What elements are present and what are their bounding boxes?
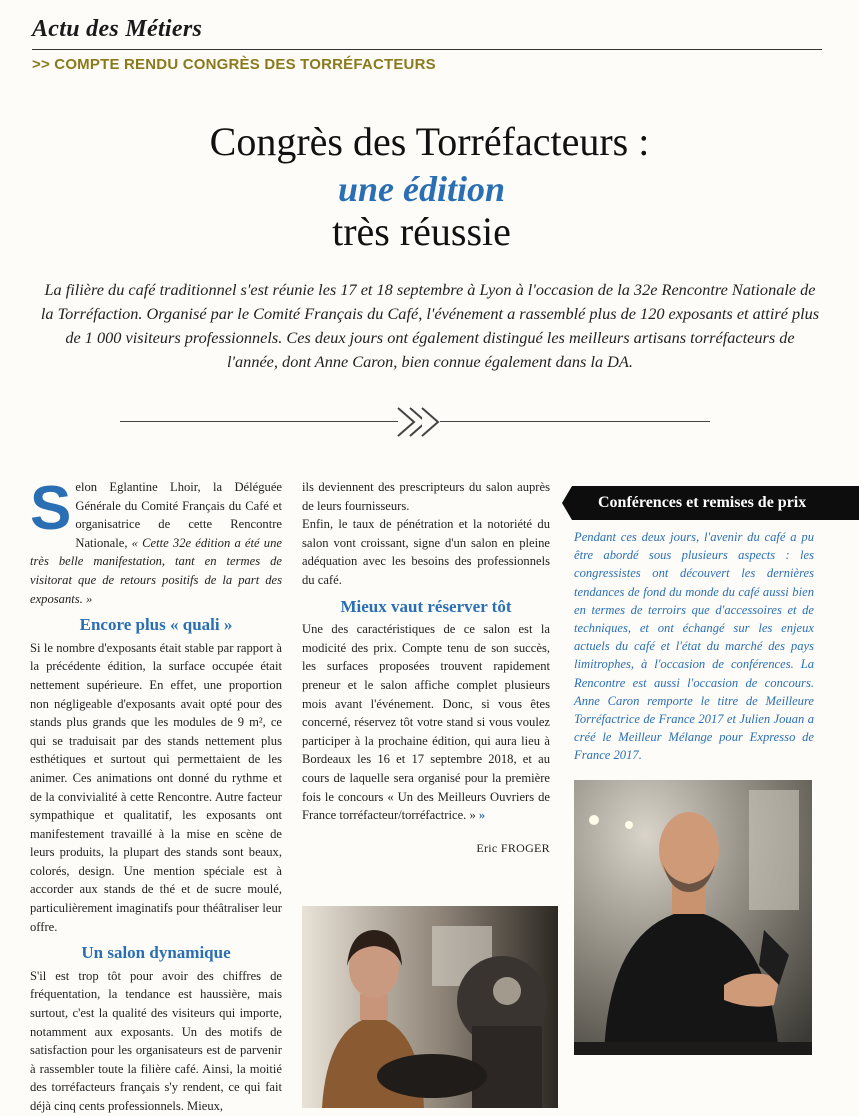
- drop-cap: S: [30, 474, 72, 543]
- headline-line-2: une édition: [337, 169, 506, 209]
- end-chevron-icon: »: [478, 808, 486, 823]
- author-signature: Eric FROGER: [476, 840, 550, 855]
- section-rubric: Actu des Métiers: [32, 16, 203, 42]
- divider-line-left: [120, 421, 398, 422]
- intro-text: elon Eglantine Lhoir, la Déléguée Générale du Comité Français du Café et organisatrice de cette Rencontre Nationale,: [75, 480, 282, 550]
- photo-julien-jouan-illustration: [574, 780, 812, 1055]
- paragraph-notoriete: Enfin, le taux de pénétration et la notoriété du salon vont croissant, signe d'un salon en pleine adéquation avec les besoins des professionnels du café.: [302, 517, 550, 587]
- intro-quote: « Cette 32e édition a été une très belle manifestation, tant en termes de visitorat que de retours positifs de la part des exposants. »: [30, 535, 282, 606]
- intro-paragraph: [30, 474, 282, 608]
- photo-anne-caron-illustration: [302, 906, 558, 1108]
- paragraph-dynamique: S'il est trop tôt pour avoir des chiffres de fréquentation, la tendance est haussière, mais surtout, c'est la qualité des visiteurs qui importe, notamment aux exposants. Un des motifs de satisfaction pour les organisateurs est de parvenir à rassembler toute la filière café. Ainsi, la moitié des torréfacteurs français s'y rendent, ce qui fait déjà cinq cents professionnels. Mieux,: [30, 968, 282, 1113]
- photo-anne-caron: [302, 906, 558, 1108]
- section-kicker: >> COMPTE RENDU CONGRÈS DES TORRÉFACTEURS: [32, 56, 436, 73]
- double-chevron-icon: [394, 404, 442, 440]
- paragraph-prescripteurs: ils deviennent des prescripteurs du salon auprès de leurs fournisseurs.: [302, 480, 550, 513]
- photo-julien-jouan: [574, 780, 812, 1055]
- sidebar-text: Pendant ces deux jours, l'avenir du café a pu être abordé sous plusieurs aspects : les congressistes ont découvert les dernières tendances de fond du monde du café aussi bien en termes de terroirs que d'accessoires et de techniques, et ont échangé sur les enjeux actuels du café et l'état du marché des pays limitrophes, à l'occasion de conférences. La Rencontre est aussi l'occasion de concours. Anne Caron remporte le titre de Meilleure Torréfactrice de France 2017 et Julien Jouan a créé le Meilleur Mélange pour Expresso de France 2017.: [574, 530, 814, 763]
- paragraph-reserver: [302, 620, 550, 825]
- article-column-2: [302, 478, 550, 857]
- subheading-dynamique: Un salon dynamique: [81, 943, 231, 963]
- headline-line-1: Congrès des Torréfacteurs :: [209, 119, 650, 164]
- headline-line-3: très réussie: [332, 209, 511, 254]
- subheading-quali: Encore plus « quali »: [79, 615, 233, 635]
- subheading-reserver: Mieux vaut réserver tôt: [340, 596, 512, 616]
- paragraph-quali: Si le nombre d'exposants était stable par rapport à la précédente édition, la surface occupée était nettement supérieure. En effet, une proportion non négligeable d'exposants avait opté pour des stands plus grands que les modules de 9 m², ce qui se traduisait par des stands nettement plus esthétiques et surtout qui permettaient de les animer. Ces animations ont donné du rythme et de la convivialité à cette Rencontre. Autre facteur sympathique et qualitatif, les exposants ont manifestement travaillé à la mise en scène de leurs produits, la plupart des stands sont beaux, colorés, design. Une mention spéciale est à accorder aux stands de thé et de sucre moulé, particulièrement imaginatifs pour théâtraliser leur offre.: [30, 640, 282, 934]
- article-lead: La filière du café traditionnel s'est réunie les 17 et 18 septembre à Lyon à l'occasion de la 32e Rencontre Nationale de la Torréfaction. Organisé par le Comité Français du Café, l'événement a rassemblé plus de 120 exposants et attiré plus de 1 000 visiteurs professionnels. Ces deux jours ont également distingué les meilleurs artisans torréfacteurs de l'année, dont Anne Caron, bien connue également dans la DA.: [40, 280, 820, 371]
- sidebar-title: Conférences et remises de prix: [572, 486, 859, 520]
- paragraph-reserver-text: Une des caractéristiques de ce salon est la modicité des prix. Compte tenu de son succès, les surfaces proposées trouvent rapidement preneur et le salon affiche complet plusieurs mois avant l'événement. Donc, si vous êtes concerné, réservez tôt votre stand si vous voulez participer à la prochaine édition, qui aura lieu à Bordeaux les 16 et 17 septembre 2018, et au cours de laquelle sera organisé pour la première fois le concours « Un des Meilleurs Ouvriers de France torréfacteur/torréfactrice. »: [302, 622, 550, 823]
- article-column-1: [30, 474, 282, 1116]
- header-rule: [32, 49, 822, 50]
- sidebar-title-pointer: [562, 486, 572, 520]
- divider-line-right: [440, 421, 710, 422]
